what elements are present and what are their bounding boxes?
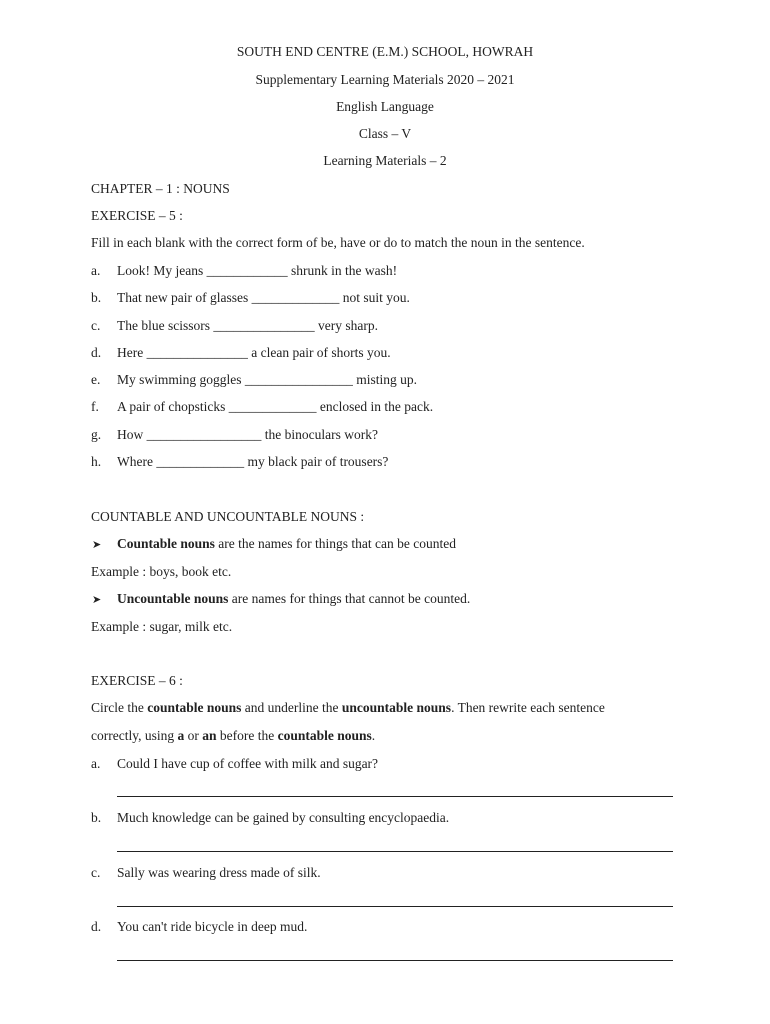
- uncountable-text: are names for things that cannot be counted.: [228, 591, 471, 606]
- item-label: c.: [91, 318, 101, 333]
- nouns-heading: COUNTABLE AND UNCOUNTABLE NOUNS :: [91, 509, 365, 524]
- answer-line[interactable]: [117, 906, 673, 907]
- instr-text: correctly, using: [91, 728, 178, 743]
- materials-title: Supplementary Learning Materials 2020 – 2021: [255, 72, 515, 87]
- item-label: b.: [91, 290, 102, 305]
- countable-example: Example : boys, book etc.: [91, 564, 232, 579]
- instr-bold: a: [177, 728, 185, 743]
- item-text: A pair of chopsticks _____________ enclosed in the pack.: [117, 399, 434, 414]
- item-label: g.: [91, 427, 102, 442]
- exercise5-instruction: Fill in each blank with the correct form of be, have or do to match the noun in the sentence.: [91, 235, 585, 250]
- subject-title: English Language: [336, 99, 434, 114]
- countable-definition: [117, 536, 456, 552]
- instr-text: Circle the: [91, 700, 148, 715]
- instr-bold: countable nouns: [277, 728, 372, 743]
- item-text: Could I have cup of coffee with milk and sugar?: [117, 756, 379, 771]
- instr-text: or: [184, 728, 203, 743]
- class-title: Class – V: [358, 126, 412, 141]
- item-text: That new pair of glasses _____________ not suit you.: [117, 290, 410, 305]
- answer-line[interactable]: [117, 796, 673, 797]
- uncountable-term: Uncountable nouns: [117, 591, 229, 606]
- item-text: You can't ride bicycle in deep mud.: [117, 919, 308, 934]
- exercise6-instruction: [91, 700, 605, 716]
- instr-text: . Then rewrite each sentence: [451, 700, 605, 715]
- unit-title: Learning Materials – 2: [323, 153, 447, 168]
- instr-text: before the: [216, 728, 278, 743]
- item-label: f.: [91, 399, 99, 414]
- instr-bold: uncountable nouns: [341, 700, 452, 715]
- item-label: h.: [91, 454, 102, 469]
- item-label: a.: [91, 756, 101, 771]
- item-text: Where _____________ my black pair of trousers?: [117, 454, 389, 469]
- item-label: b.: [91, 810, 102, 825]
- arrowhead-bullet-icon: ➤: [92, 594, 102, 606]
- item-text: How _________________ the binoculars work?: [117, 427, 378, 442]
- item-label: d.: [91, 345, 102, 360]
- item-label: c.: [91, 865, 101, 880]
- item-text: Much knowledge can be gained by consulting encyclopaedia.: [117, 810, 450, 825]
- item-text: Look! My jeans ____________ shrunk in the wash!: [117, 263, 398, 278]
- item-label: e.: [91, 372, 101, 387]
- item-text: Sally was wearing dress made of silk.: [117, 865, 321, 880]
- item-text: My swimming goggles ________________ misting up.: [117, 372, 418, 387]
- exercise5-title: EXERCISE – 5 :: [91, 208, 183, 223]
- countable-term: Countable nouns: [117, 536, 215, 551]
- item-text: The blue scissors _______________ very sharp.: [117, 318, 378, 333]
- instr-bold: an: [202, 728, 217, 743]
- uncountable-definition: [117, 591, 470, 607]
- arrowhead-bullet-icon: ➤: [92, 539, 102, 551]
- item-text: Here _______________ a clean pair of shorts you.: [117, 345, 391, 360]
- exercise6-instruction-line2: [91, 728, 375, 744]
- answer-line[interactable]: [117, 960, 673, 961]
- instr-text: .: [371, 728, 376, 743]
- chapter-heading: CHAPTER – 1 : NOUNS: [91, 181, 230, 196]
- item-label: d.: [91, 919, 102, 934]
- uncountable-example: Example : sugar, milk etc.: [91, 619, 233, 634]
- school-name: SOUTH END CENTRE (E.M.) SCHOOL, HOWRAH: [236, 44, 534, 59]
- instr-text: and underline the: [241, 700, 342, 715]
- answer-line[interactable]: [117, 851, 673, 852]
- exercise6-title: EXERCISE – 6 :: [91, 673, 183, 688]
- instr-bold: countable nouns: [147, 700, 242, 715]
- countable-text: are the names for things that can be counted: [214, 536, 456, 551]
- item-label: a.: [91, 263, 101, 278]
